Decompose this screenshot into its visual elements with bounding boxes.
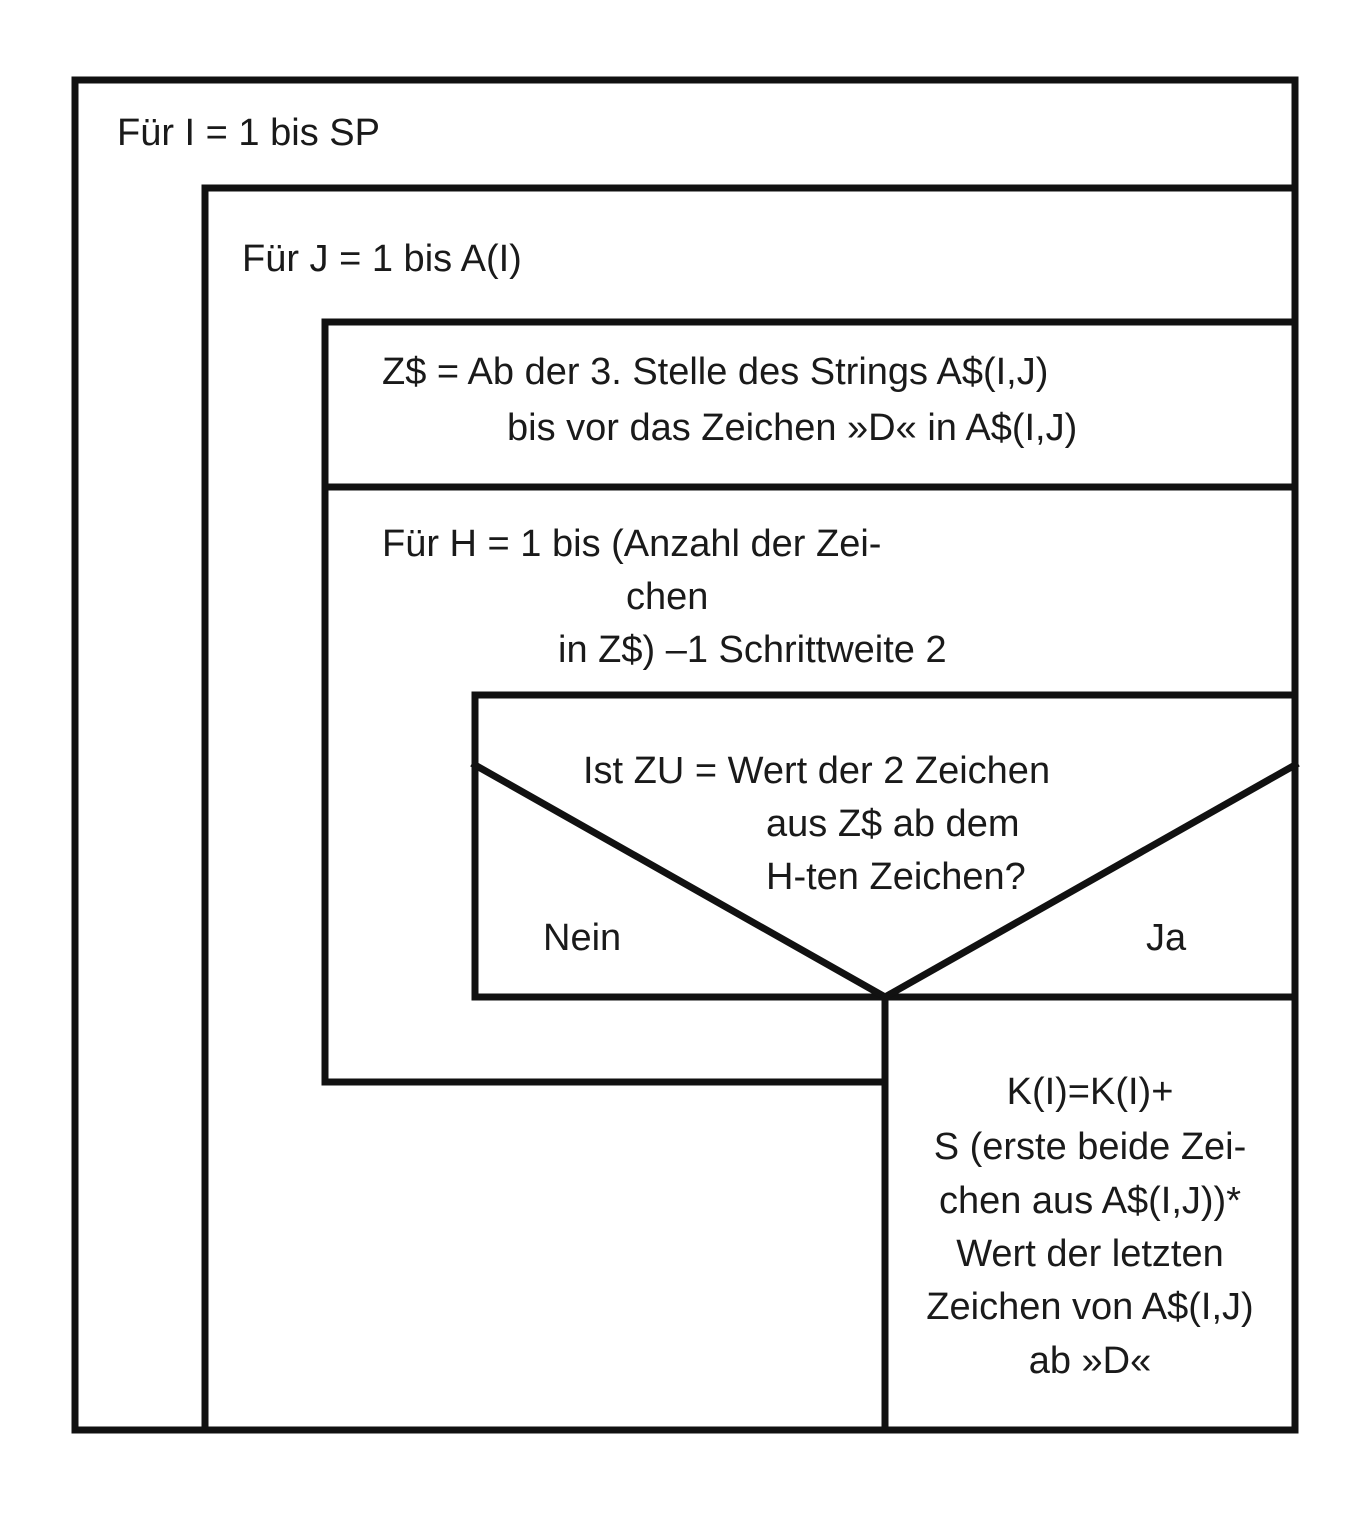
branch-yes-label: Ja [1146,917,1187,959]
action-line-2: S (erste beide Zei- [933,1126,1247,1168]
loop-j-label: Für J = 1 bis A(I) [242,238,522,280]
action-line-6: ab »D« [1028,1340,1152,1382]
loop-h-line-3: in Z$) –1 Schrittweite 2 [558,629,947,671]
condition-line-1: Ist ZU = Wert der 2 Zeichen [583,750,1051,792]
action-line-5: Zeichen von A$(I,J) [926,1286,1254,1328]
condition-line-2: aus Z$ ab dem [766,803,1020,845]
action-line-3: chen aus A$(I,J))* [938,1180,1242,1222]
loop-i-label: Für I = 1 bis SP [117,112,380,154]
loop-h-line-2: chen [626,576,709,618]
assign-line-1: Z$ = Ab der 3. Stelle des Strings A$(I,J) [382,351,1049,393]
loop-h-line-1: Für H = 1 bis (Anzahl der Zei- [382,523,882,565]
assign-line-2: bis vor das Zeichen »D« in A$(I,J) [507,407,1078,449]
branch-no-label: Nein [543,917,622,959]
action-line-4: Wert der letzten [956,1233,1224,1275]
action-line-1: K(I)=K(I)+ [1006,1071,1174,1113]
condition-line-3: H-ten Zeichen? [766,856,1026,898]
